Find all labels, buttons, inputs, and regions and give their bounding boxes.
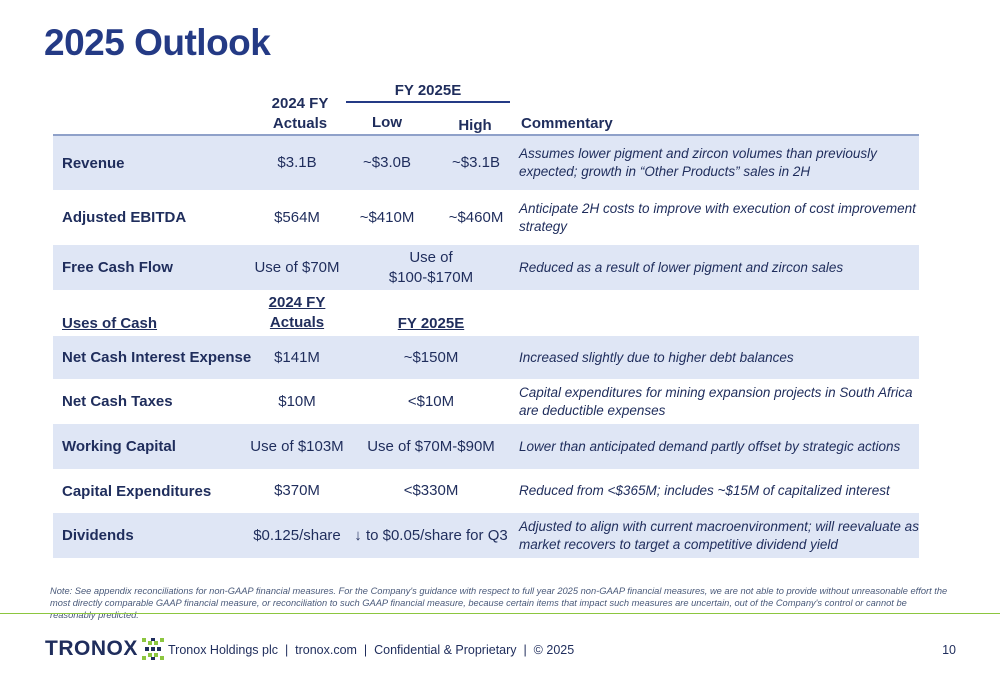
- row-label: Dividends: [62, 527, 134, 544]
- row-label: Adjusted EBITDA: [62, 209, 187, 226]
- fy2025e-underline: [346, 101, 510, 103]
- header-2024-actuals: 2024 FY Actuals: [271, 95, 329, 132]
- actual-value: $10M: [278, 392, 316, 410]
- actual-value: $0.125/share: [253, 526, 341, 544]
- actual-value: $3.1B: [277, 154, 317, 171]
- estimate-value: Use of $70M-$90M: [367, 437, 495, 455]
- actual-value: Use of $103M: [250, 437, 344, 455]
- range-value: Use of $100-$170M: [388, 248, 474, 286]
- low-value: ~$410M: [359, 208, 415, 226]
- row-label: Working Capital: [62, 438, 176, 455]
- footer-text: Tronox Holdings plc | tronox.com | Confidential & Proprietary | © 2025: [168, 643, 575, 657]
- estimate-value: <$330M: [403, 482, 459, 499]
- page-number: 10: [942, 643, 956, 657]
- estimate-value: ~$150M: [403, 348, 459, 366]
- commentary-text: Increased slightly due to higher debt balances: [519, 349, 794, 365]
- row-label: Capital Expenditures: [62, 482, 212, 500]
- commentary-text: Capital expenditures for mining expansion projects in South Africa are deductible expenses: [519, 384, 913, 418]
- low-value: ~$3.0B: [363, 154, 411, 171]
- actual-value: $370M: [274, 482, 320, 499]
- estimate-value: <$10M: [407, 392, 455, 410]
- header-commentary: Commentary: [521, 115, 613, 132]
- table-row-revenue: [53, 136, 919, 190]
- logo-text: TRONOX: [45, 637, 138, 660]
- uses-of-cash-header: [53, 290, 919, 336]
- table-row-working-capital: [53, 424, 919, 469]
- high-value: ~$460M: [448, 208, 504, 226]
- table-row-adjusted-ebitda: [53, 190, 919, 245]
- tronox-logo: [45, 637, 165, 661]
- commentary-text: Anticipate 2H costs to improve with execution of cost improvement strategy: [519, 200, 916, 234]
- commentary-text: Adjusted to align with current macroenvironment; will reevaluate as market recovers to target a competitive dividend yield: [519, 518, 919, 552]
- header-high: High: [458, 117, 492, 134]
- actual-value: $564M: [274, 208, 320, 226]
- table-row-free-cash-flow: [53, 245, 919, 290]
- header-fy2025e: FY 2025E: [394, 82, 462, 99]
- commentary-text: Reduced from <$365M; includes ~$15M of capitalized interest: [519, 483, 890, 498]
- estimate-value: ↓ to $0.05/share for Q3: [354, 526, 508, 544]
- uses-fy2025e: FY 2025E: [397, 315, 465, 332]
- commentary-text: Assumes lower pigment and zircon volumes than previously expected; growth in “Other Products” sales in 2H: [519, 146, 877, 179]
- logo-mark-icon: [141, 637, 165, 661]
- header-low: Low: [372, 114, 402, 131]
- uses-2024-actuals: 2024 FY Actuals: [268, 294, 326, 331]
- high-value: ~$3.1B: [452, 154, 500, 171]
- commentary-text: Reduced as a result of lower pigment and zircon sales: [519, 259, 844, 275]
- row-label: Net Cash Interest Expense: [62, 349, 252, 366]
- actual-value: Use of $70M: [254, 258, 340, 276]
- footer-divider: [0, 613, 1000, 614]
- table-row-dividends: [53, 513, 919, 558]
- table-row-net-cash-interest: [53, 336, 919, 379]
- footnote: Note: See appendix reconciliations for non-GAAP financial measures. For the Company's guidance with respect to full year 2025 non-GAAP financial measures, we are not able to provide without unreasonable effort the most directly comparable GAAP financial measure, or reconciliation to such GAAP financial measure, because certain items that impact such measures are uncertain, out of the Company's control or cannot be reasonably predicted.: [50, 586, 948, 620]
- row-label: Revenue: [62, 154, 125, 172]
- row-label: Free Cash Flow: [62, 259, 173, 276]
- row-label: Net Cash Taxes: [62, 393, 173, 410]
- page-title: 2025 Outlook: [44, 22, 271, 63]
- commentary-text: Lower than anticipated demand partly offset by strategic actions: [519, 438, 901, 454]
- actual-value: $141M: [274, 348, 320, 366]
- uses-of-cash-label: Uses of Cash: [62, 315, 158, 332]
- table-row-net-cash-taxes: [53, 379, 919, 424]
- table-row-capital-expenditures: [53, 469, 919, 513]
